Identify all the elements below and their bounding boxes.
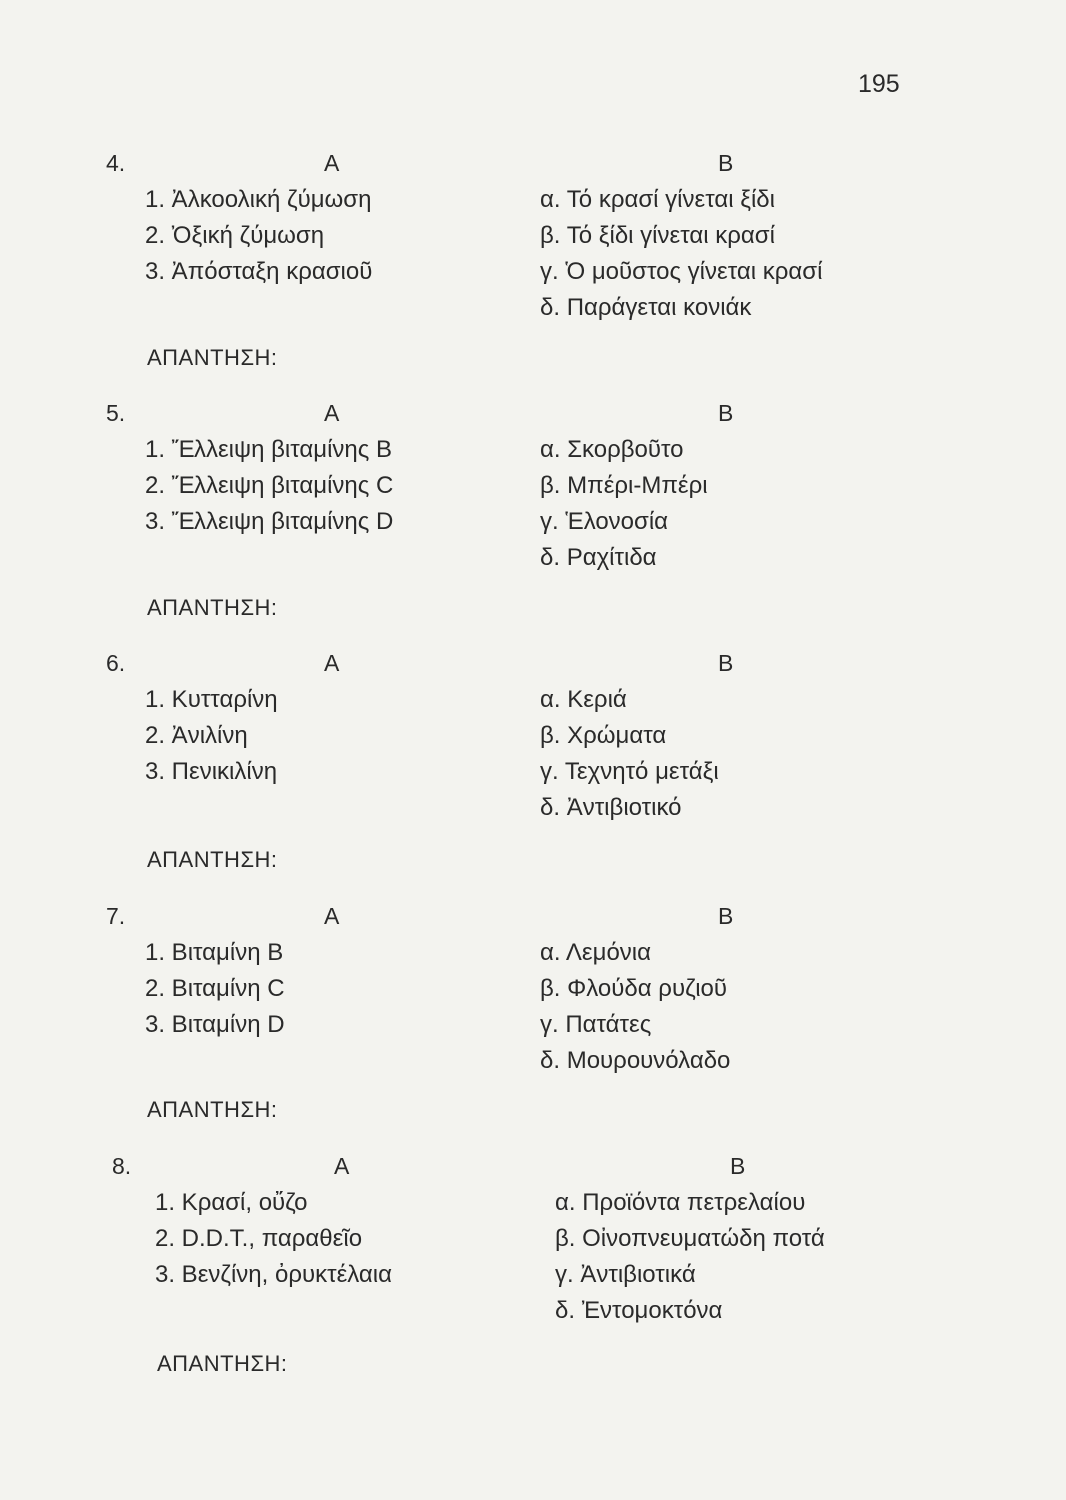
question-7 xyxy=(0,903,1066,1122)
column-b-item: β. Οἰνοπνευματώδη ποτά xyxy=(555,1225,825,1252)
column-a-list xyxy=(145,436,393,544)
column-a-header: A xyxy=(324,650,340,676)
column-a-list xyxy=(145,686,278,794)
answer-label: ΑΠΑΝΤΗΣΗ: xyxy=(147,345,278,370)
answer-label: ΑΠΑΝΤΗΣΗ: xyxy=(157,1351,288,1376)
column-a-item: 1. Βιταμίνη B xyxy=(145,939,284,966)
column-a-header: A xyxy=(334,1153,350,1179)
column-b-item: δ. Ἀντιβιοτικό xyxy=(540,794,682,821)
column-a-list xyxy=(155,1189,392,1297)
column-a-item: 1. Ἀλκοολική ζύμωση xyxy=(145,186,372,213)
column-b-list xyxy=(540,436,708,580)
column-a-item: 1. Κρασί, οὔζο xyxy=(155,1189,308,1216)
column-b-item: γ. Πατάτες xyxy=(540,1011,652,1038)
column-a-item: 2. Ἔλλειψη βιταμίνης C xyxy=(145,472,394,499)
answer-label: ΑΠΑΝΤΗΣΗ: xyxy=(147,1097,278,1122)
column-b-item: γ. Ὁ μοῦστος γίνεται κρασί xyxy=(540,258,823,285)
question-6 xyxy=(0,650,1066,872)
column-a-list xyxy=(145,939,285,1047)
column-a-header: A xyxy=(324,400,340,426)
column-b-item: β. Μπέρι-Μπέρι xyxy=(540,472,708,499)
column-b-item: δ. Ραχίτιδα xyxy=(540,544,657,571)
column-a-header: A xyxy=(324,150,340,176)
column-b-item: γ. Τεχνητό μετάξι xyxy=(540,758,719,785)
column-b-list xyxy=(555,1189,825,1333)
column-a-item: 2. Ἀνιλίνη xyxy=(145,722,248,749)
column-a-header: A xyxy=(324,903,340,929)
question-8 xyxy=(0,1153,1066,1376)
column-b-header: B xyxy=(718,150,734,176)
column-b-item: β. Φλούδα ρυζιοῦ xyxy=(540,975,728,1002)
column-b-item: δ. Μουρουνόλαδο xyxy=(540,1047,731,1074)
column-b-item: δ. Παράγεται κονιάκ xyxy=(540,294,752,321)
column-a-item: 1. Κυτταρίνη xyxy=(145,686,278,713)
column-a-item: 3. Πενικιλίνη xyxy=(145,758,278,785)
column-a-item: 3. Βενζίνη, ὀρυκτέλαια xyxy=(155,1261,393,1288)
column-b-item: α. Κεριά xyxy=(540,686,627,713)
question-5 xyxy=(0,400,1066,620)
column-b-list xyxy=(540,939,730,1083)
column-a-item: 1. Ἔλλειψη βιταμίνης B xyxy=(145,436,393,463)
answer-label: ΑΠΑΝΤΗΣΗ: xyxy=(147,595,278,620)
question-number: 6. xyxy=(106,650,126,676)
question-number: 8. xyxy=(112,1153,132,1179)
column-b-item: α. Λεμόνια xyxy=(540,939,651,966)
answer-label: ΑΠΑΝΤΗΣΗ: xyxy=(147,847,278,872)
column-a-item: 3. Βιταμίνη D xyxy=(145,1011,285,1038)
column-a-item: 2. Βιταμίνη C xyxy=(145,975,285,1002)
column-b-item: β. Χρώματα xyxy=(540,722,667,749)
column-b-item: δ. Ἐντομοκτόνα xyxy=(555,1297,723,1324)
column-b-item: α. Προϊόντα πετρελαίου xyxy=(555,1189,806,1216)
column-b-header: B xyxy=(718,400,734,426)
column-b-list xyxy=(540,686,719,830)
column-a-item: 3. Ἀπόσταξη κρασιοῦ xyxy=(145,258,373,285)
column-b-list xyxy=(540,186,822,330)
column-b-item: α. Τό κρασί γίνεται ξίδι xyxy=(540,186,775,213)
column-a-item: 2. D.D.T., παραθεῖο xyxy=(155,1225,363,1252)
column-b-item: γ. Ἑλονοσία xyxy=(540,508,669,535)
question-4 xyxy=(0,150,1066,370)
column-b-item: α. Σκορβοῦτο xyxy=(540,436,684,463)
question-number: 7. xyxy=(106,903,126,929)
column-b-header: B xyxy=(718,903,734,929)
column-a-item: 2. Ὀξική ζύμωση xyxy=(145,222,325,249)
question-number: 4. xyxy=(106,150,126,176)
column-b-header: B xyxy=(730,1153,746,1179)
column-b-item: β. Τό ξίδι γίνεται κρασί xyxy=(540,222,775,249)
column-a-item: 3. Ἔλλειψη βιταμίνης D xyxy=(145,508,394,535)
column-a-list xyxy=(145,186,372,294)
column-b-header: B xyxy=(718,650,734,676)
question-number: 5. xyxy=(106,400,126,426)
column-b-item: γ. Ἀντιβιοτικά xyxy=(555,1261,696,1288)
page-number: 195 xyxy=(858,70,900,98)
